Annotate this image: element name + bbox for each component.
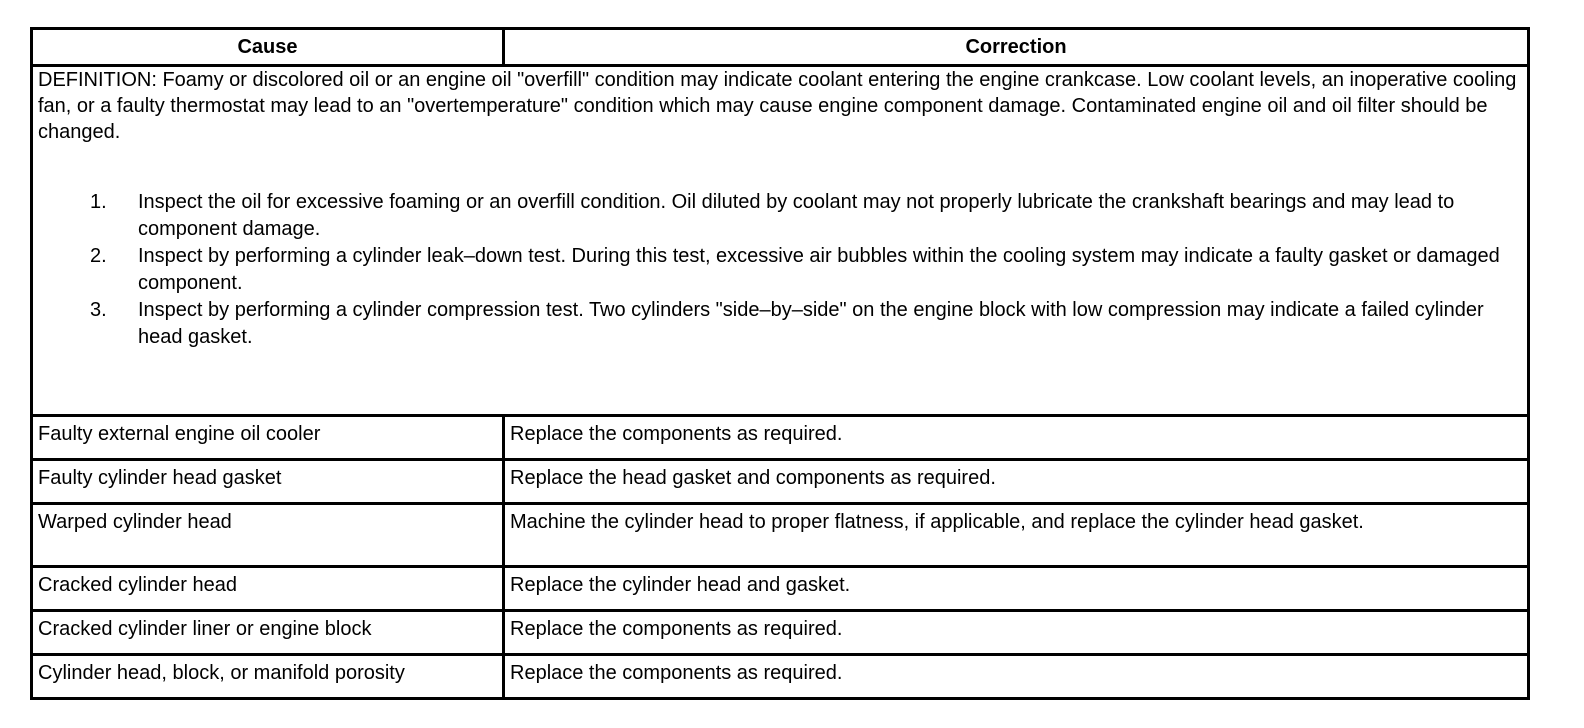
table-row [32, 655, 1529, 699]
cause-cell: Faulty cylinder head gasket [32, 460, 504, 504]
header-cause: Cause [32, 29, 504, 66]
cause-cell: Warped cylinder head [32, 504, 504, 567]
correction-cell: Replace the components as required. [504, 655, 1529, 699]
cause-cell: Cracked cylinder head [32, 567, 504, 611]
step-item [38, 297, 1522, 351]
step-text: Inspect by performing a cylinder leak–down test. During this test, excessive air bubbles within the cooling system may indicate a faulty gasket or damaged component. [138, 245, 1500, 294]
table-row [32, 567, 1529, 611]
table-row [32, 416, 1529, 460]
correction-cell: Replace the components as required. [504, 611, 1529, 655]
definition-cell [32, 66, 1529, 416]
step-text: Inspect the oil for excessive foaming or an overfill condition. Oil diluted by coolant may not properly lubricate the crankshaft bearings and may lead to component damage. [138, 191, 1455, 240]
header-row [32, 29, 1529, 66]
correction-cell: Replace the components as required. [504, 416, 1529, 460]
correction-cell: Replace the cylinder head and gasket. [504, 567, 1529, 611]
definition-text: DEFINITION: Foamy or discolored oil or an engine oil "overfill" condition may indicate coolant entering the engine crankcase. Low coolant levels, an inoperative cooling fan, or a faulty thermostat may lead to an "overtemperature" condition which may cause engine component damage. Contaminated engine oil and oil filter should be changed. [38, 69, 1517, 143]
header-correction: Correction [504, 29, 1529, 66]
cause-cell: Cylinder head, block, or manifold porosity [32, 655, 504, 699]
step-text: Inspect by performing a cylinder compression test. Two cylinders "side–by–side" on the engine block with low compression may indicate a failed cylinder head gasket. [138, 299, 1484, 348]
step-number: 3. [90, 299, 107, 321]
table-row [32, 504, 1529, 567]
table-row [32, 611, 1529, 655]
inspection-steps [38, 189, 1522, 351]
step-item [38, 189, 1522, 243]
cause-cell: Cracked cylinder liner or engine block [32, 611, 504, 655]
table-row [32, 460, 1529, 504]
definition-row [32, 66, 1529, 416]
correction-cell: Replace the head gasket and components as required. [504, 460, 1529, 504]
cause-cell: Faulty external engine oil cooler [32, 416, 504, 460]
step-number: 1. [90, 191, 107, 213]
step-number: 2. [90, 245, 107, 267]
step-item [38, 243, 1522, 297]
correction-cell: Machine the cylinder head to proper flatness, if applicable, and replace the cylinder head gasket. [504, 504, 1529, 567]
diagnostic-table [30, 27, 1530, 700]
